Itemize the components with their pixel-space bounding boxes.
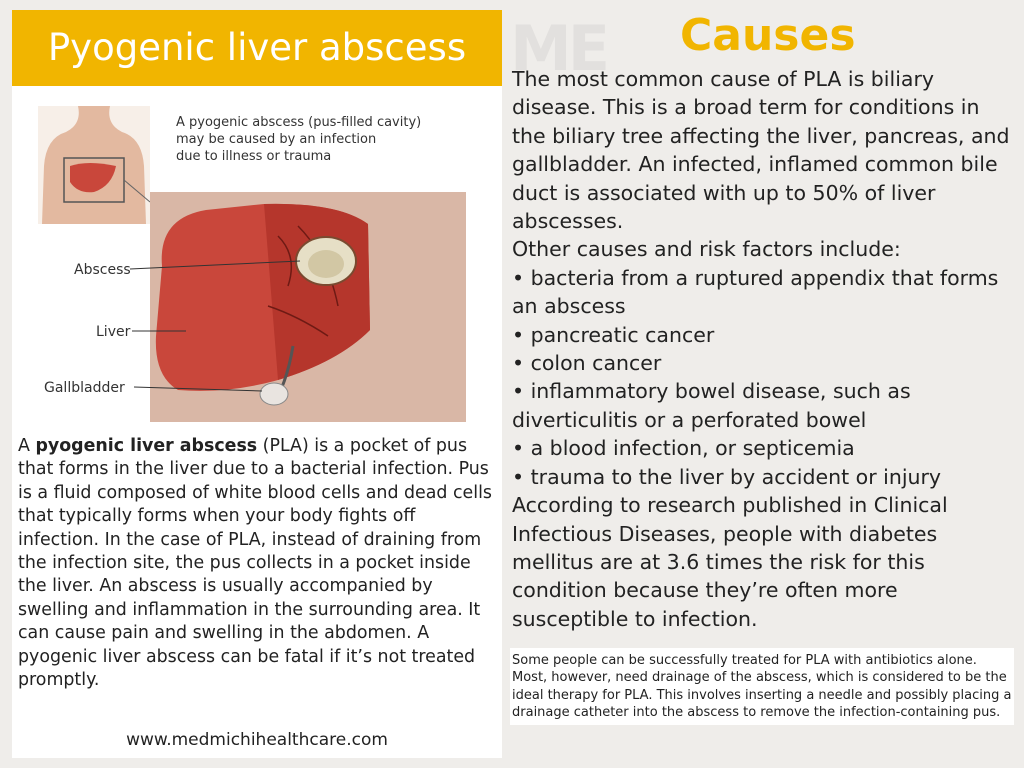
causes-title: Causes <box>680 10 856 61</box>
page-title: Pyogenic liver abscess <box>12 10 502 86</box>
right-panel <box>502 10 1014 758</box>
treatment-note: Some people can be successfully treated for PLA with antibiotics alone. Most, however, need drainage of the abscess, which is considered to be the ideal therapy for PLA. This involves inserting a needle and possibly placing a drainage catheter into the abscess to remove the infection-containing pus. <box>510 648 1014 725</box>
caption-line: due to illness or trauma <box>176 149 332 164</box>
caption-line: A pyogenic abscess (pus-filled cavity) <box>176 115 422 130</box>
risk-factors-intro: Other causes and risk factors include: <box>512 237 901 262</box>
intro-term: pyogenic liver abscess <box>35 436 258 456</box>
list-item: • bacteria from a ruptured appendix that forms an abscess <box>512 265 999 319</box>
abscess-label: Abscess <box>74 262 131 278</box>
left-panel <box>12 10 502 758</box>
research-paragraph: According to research published in Clinical Infectious Diseases, people with diabetes mellitus are at 3.6 times the risk for this condition because they’re often more susceptible to infection. <box>512 493 948 631</box>
causes-text <box>512 65 1012 633</box>
gallbladder-shape <box>260 383 288 405</box>
liver-picture <box>150 192 466 422</box>
illustration-caption <box>176 115 421 164</box>
intro-body: (PLA) is a pocket of pus that forms in the liver due to a bacterial infection. Pus is a fluid composed of white blood cells and dead cells that typically forms when your body fights off infection. In the case of PLA, instead of draining from the infection site, the pus collects in a pocket inside the liver. An abscess is usually accompanied by swelling and inflammation in the surrounding area. It can cause pain and swelling in the abdomen. A pyogenic liver abscess can be fatal if it’s not treated promptly. <box>18 436 492 691</box>
liver-label: Liver <box>96 324 131 340</box>
caption-line: may be caused by an infection <box>176 132 377 147</box>
logo-watermark: ME <box>510 12 607 85</box>
causes-paragraph: The most common cause of PLA is biliary disease. This is a broad term for conditions in the biliary tree affecting the liver, pancreas, and gallbladder. An infected, inflamed common bile duct is associated with up to 50% of liver abscesses. <box>512 67 1010 234</box>
list-item: • a blood infection, or septicemia <box>512 436 855 461</box>
list-item: • inflammatory bowel disease, such as diverticulitis or a perforated bowel <box>512 379 911 432</box>
liver-illustration <box>38 106 478 424</box>
intro-lead: A <box>18 436 36 456</box>
gallbladder-label: Gallbladder <box>44 380 125 396</box>
list-item: • trauma to the liver by accident or injury <box>512 464 942 489</box>
list-item: • colon cancer <box>512 351 662 376</box>
intro-paragraph <box>18 435 500 692</box>
website-url: www.medmichihealthcare.com <box>126 730 388 750</box>
torso-thumbnail <box>38 106 150 224</box>
list-item: • pancreatic cancer <box>512 322 715 347</box>
